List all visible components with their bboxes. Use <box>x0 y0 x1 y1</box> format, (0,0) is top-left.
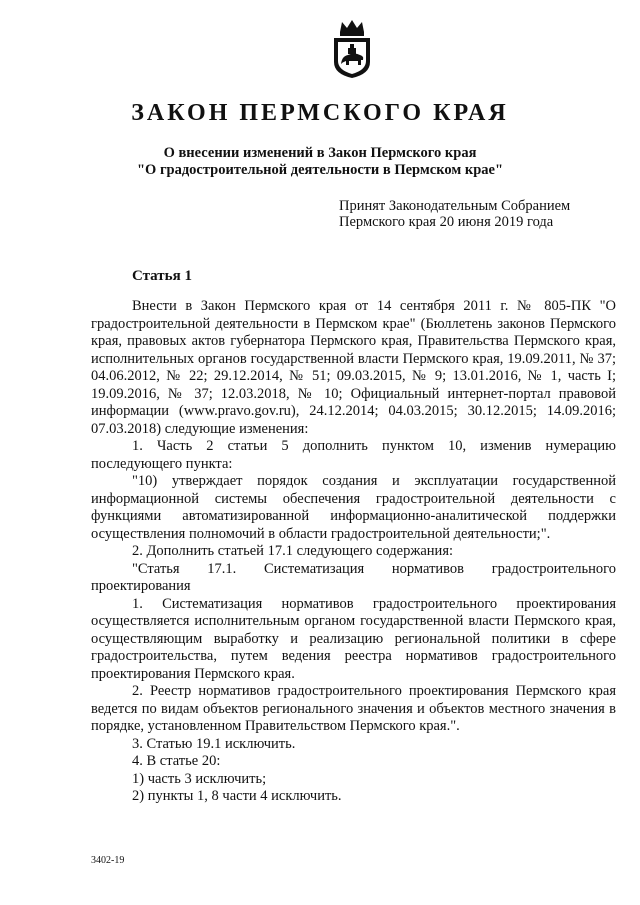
body-paragraph: 1. Систематизация нормативов градостроительного проектирования осуществляется исполнительным органом государственной власти Пермского края, осуществляющим выработку и реализацию региональной политики в сфере градостроительства, путем ведения реестра нормативов градостроительного проектирования Пермского края. <box>91 595 616 682</box>
article-body <box>91 298 616 806</box>
law-subtitle <box>0 145 640 179</box>
document-number: 3402-19 <box>91 855 125 866</box>
adoption-line-2: Пермского края 20 июня 2019 года <box>339 214 554 230</box>
body-paragraph: 1. Часть 2 статьи 5 дополнить пунктом 10, изменив нумерацию последующего пункта: <box>91 438 616 472</box>
law-title: ЗАКОН ПЕРМСКОГО КРАЯ <box>131 100 509 126</box>
body-paragraph: 2) пункты 1, 8 части 4 исключить. <box>132 788 342 804</box>
adoption-note <box>339 198 639 230</box>
body-paragraph: Внести в Закон Пермского края от 14 сентября 2011 г. № 805-ПК "О градостроительной деятельности в Пермском крае" (Бюллетень законов Пермского края, правовых актов губернатора Пермского края, Правительства Пермского края, исполнительных органов государственной власти Пермского края, 19.09.2011, № 37; 04.06.2012, № 22; 29.12.2014, № 51; 09.03.2015, № 9; 13.01.2016, № 1, часть I; 19.09.2016, № 37; 12.03.2018, № 10; Официальный интернет-портал правовой информации (www.pravo.gov.ru), 24.12.2014; 04.03.2015; 30.12.2015; 14.09.2016; 07.03.2018) следующие изменения: <box>91 298 616 437</box>
body-paragraph: "Статья 17.1. Систематизация нормативов градостроительного проектирования <box>91 560 616 594</box>
body-paragraph: 2. Дополнить статьей 17.1 следующего содержания: <box>132 543 454 559</box>
body-paragraph: "10) утверждает порядок создания и эксплуатации государственной информационной системы обеспечения градостроительной деятельности с функциями автоматизированной информационно-аналитической поддержки осуществления полномочий в области градостроительной деятельности;". <box>91 473 616 542</box>
subtitle-line-1: О внесении изменений в Закон Пермского края <box>163 145 477 161</box>
adoption-line-1: Принят Законодательным Собранием <box>339 198 571 214</box>
body-paragraph: 3. Статью 19.1 исключить. <box>132 735 296 752</box>
body-paragraph: 1) часть 3 исключить; <box>132 770 267 787</box>
article-heading: Статья 1 <box>132 268 192 284</box>
body-paragraph: 2. Реестр нормативов градостроительного проектирования Пермского края ведется по видам объектов регионального значения и объектов местного значения в порядке, установленном Правительством Пермского края.". <box>91 683 616 734</box>
body-paragraph: 4. В статье 20: <box>132 753 221 769</box>
perm-krai-coat-of-arms-icon <box>328 18 376 80</box>
subtitle-line-2: "О градостроительной деятельности в Пермском крае" <box>136 162 504 178</box>
